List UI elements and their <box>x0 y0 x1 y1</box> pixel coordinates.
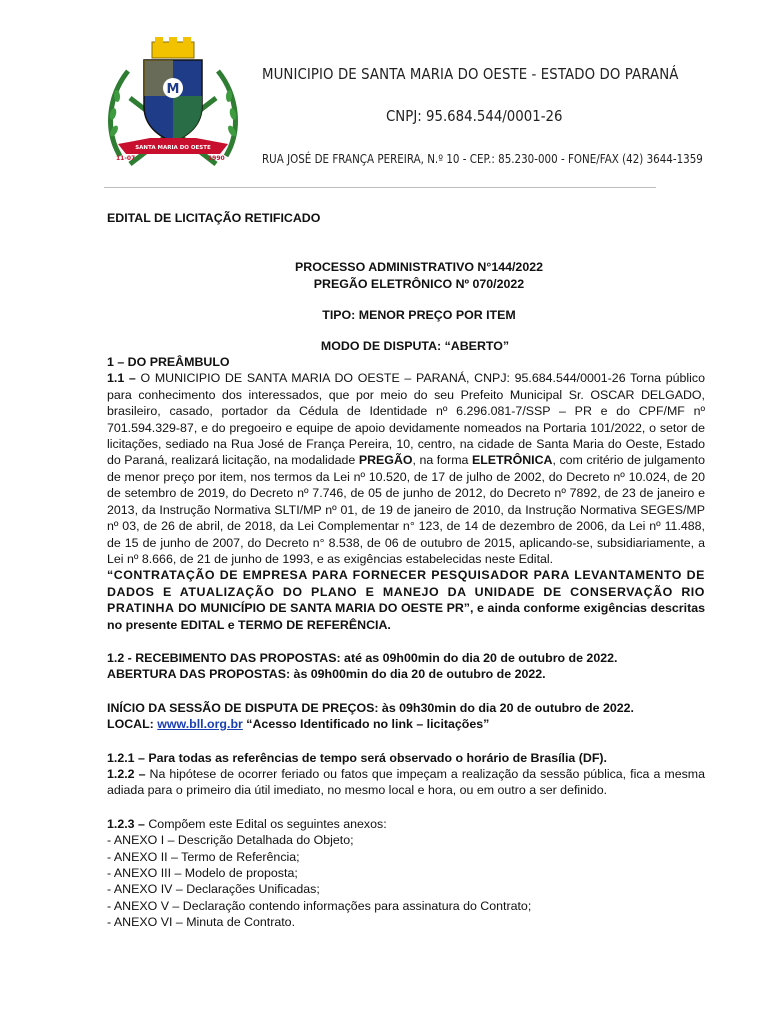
pregao-number: PREGÃO ELETRÔNICO Nº 070/2022 <box>313 276 525 291</box>
crest-ribbon-label: SANTA MARIA DO OESTE <box>135 145 211 151</box>
eletronica-term: ELETRÔNICA <box>471 453 553 468</box>
paragraph-1-2-1: 1.2.1 – Para todas as referências de tempo será observado o horário de Brasília (DF). <box>107 750 607 765</box>
anexo-item: - ANEXO IV – Declarações Unificadas; <box>107 882 320 897</box>
anexo-item: - ANEXO VI – Minuta de Contrato. <box>107 915 296 930</box>
municipality-address: RUA JOSÉ DE FRANÇA PEREIRA, N.º 10 - CEP.: 85.230-000 - FONE/FAX (42) 3644-1359 <box>262 152 703 166</box>
paragraph-1-2-3 <box>107 816 705 832</box>
municipal-crest-logo <box>100 36 246 170</box>
tipo-licitacao: TIPO: MENOR PREÇO POR ITEM <box>322 308 516 323</box>
crest-year-right: 1990 <box>208 155 225 162</box>
document-body <box>107 200 705 931</box>
section-preambulo-heading: 1 – DO PREÂMBULO <box>107 355 230 370</box>
anexo-item: - ANEXO II – Termo de Referência; <box>107 849 300 864</box>
anexo-item: - ANEXO I – Descrição Detalhada do Objeto; <box>107 833 354 848</box>
paragraph-1-1-text-c: , com critério de julgamento de menor preço por item, nos termos da Lei nº 10.520, de 17 de julho de 2002, do Decreto nº 10.024, de 20 de setembro de 2019, do Decreto nº 7.746, de 05 de junho de 2012, do Decreto nº 7892, de 23 de janeiro e 2013, da Instrução Normativa SLTI/MP nº 01, de 19 de janeiro de 2010, da Instrução Normativa SEGES/MP nº 03, de 26 de abril, de 2018, da Lei Complementar n° 123, de 14 de dezembro de 2006, da Lei nº 11.488, de 15 de junho de 2007, do Decreto n° 8.538, de 06 de outubro de 2015, aplicando-se, subsidiariamente, a Lei nº 8.666, de 21 de junho de 1993, e as exigências estabelecidas neste Edital. <box>107 453 705 566</box>
paragraph-1-2-2-number: 1.2.2 – <box>107 766 146 781</box>
modo-disputa: MODO DE DISPUTA: “ABERTO” <box>320 338 510 353</box>
paragraph-1-2-3-text: Compõem este Edital os seguintes anexos: <box>144 816 387 831</box>
objeto-paragraph <box>107 567 705 633</box>
objeto-text-spaced: “CONTRATAÇÃO DE EMPRESA PARA FORNECER PESQUISADOR PARA LEVANTAMENTO DE DADOS E ATUALIZAÇÃO DO PLANO E MANEJO DA UNIDADE DE CONSERVAÇÃO RIO PRATINHA <box>107 568 705 616</box>
recebimento-propostas: 1.2 - RECEBIMENTO DAS PROPOSTAS: até as 09h00min do dia 20 de outubro de 2022. <box>107 650 618 665</box>
paragraph-1-1-text-a: O MUNICIPIO DE SANTA MARIA DO OESTE – PARANÁ, CNPJ: 95.684.544/0001-26 Torna público para conhecimento dos interessados, que por meio do seu Prefeito Municipal Sr. OSCAR DELGADO, brasileiro, casado, portador da Cédula de Identidade nº 6.296.081-7/SSP – PR e do CPF/MF nº 701.594.329-87, e do pregoeiro e equipe de apoio devidamente nomeados na Portaria 101/2022, o setor de licitações, sediado na Rua José de França Pereira, 10, centro, na cidade de Santa Maria do Oeste, Estado do Paraná, realizará licitação, na modalidade <box>107 371 705 468</box>
paragraph-1-2-2-text: Na hipótese de ocorrer feriado ou fatos que impeçam a realização da sessão pública, fica a mesma adiada para o primeiro dia útil imediato, no mesmo local e hora, ou em outro a ser definido. <box>107 766 705 798</box>
edital-title: EDITAL DE LICITAÇÃO RETIFICADO <box>107 211 321 225</box>
paragraph-1-1-text-b: , na forma <box>412 453 472 468</box>
anexo-item: - ANEXO V – Declaração contendo informações para assinatura do Contrato; <box>107 898 532 913</box>
paragraph-1-1-number: 1.1 – <box>107 371 136 386</box>
letterhead <box>0 0 770 200</box>
objeto-text-rest: DO MUNICÍPIO DE SANTA MARIA DO OESTE PR”, e ainda conforme exigências descritas no presente EDITAL e TERMO DE REFERÊNCIA. <box>107 601 705 632</box>
header-divider <box>104 187 656 188</box>
pregao-term: PREGÃO <box>358 453 413 468</box>
bll-link[interactable]: www.bll.org.br <box>157 717 243 732</box>
municipality-cnpj: CNPJ: 95.684.544/0001-26 <box>386 107 563 125</box>
paragraph-1-2-2 <box>107 766 705 799</box>
paragraph-1-2-3-number: 1.2.3 – <box>107 816 145 831</box>
paragraph-1-1 <box>107 370 705 567</box>
municipality-title: MUNICIPIO DE SANTA MARIA DO OESTE - ESTADO DO PARANÁ <box>262 65 679 83</box>
crest-letter: M <box>166 82 180 97</box>
local-rest: “Acesso Identificado no link – licitações” <box>242 717 490 732</box>
local-line <box>107 716 705 732</box>
processo-number: PROCESSO ADMINISTRATIVO N°144/2022 <box>294 260 543 275</box>
local-label: LOCAL: <box>107 717 158 732</box>
anexo-item: - ANEXO III – Modelo de proposta; <box>107 866 298 880</box>
crest-year-left: 11-07 <box>116 155 136 162</box>
inicio-sessao: INÍCIO DA SESSÃO DE DISPUTA DE PREÇOS: às 09h30min do dia 20 de outubro de 2022. <box>107 700 634 715</box>
abertura-propostas: ABERTURA DAS PROPOSTAS: às 09h00min do dia 20 de outubro de 2022. <box>107 667 546 682</box>
